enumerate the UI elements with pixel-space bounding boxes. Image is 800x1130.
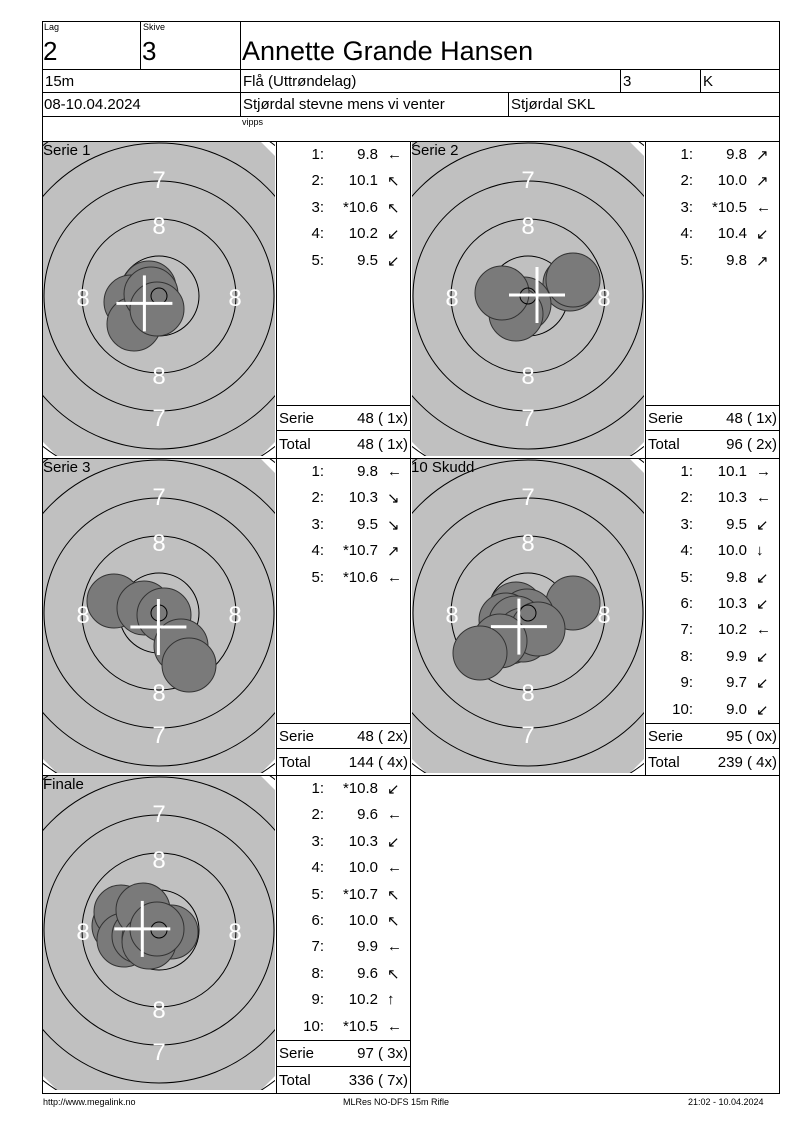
shot-score: 10.1 <box>717 463 747 480</box>
lag-value: 2 <box>43 36 58 66</box>
shot-number: 5: <box>680 568 693 586</box>
ring-number: 8 <box>597 285 611 312</box>
shot-direction-icon: → <box>756 463 771 480</box>
shot-direction-icon: ↙ <box>387 252 400 270</box>
shot-number: 8: <box>311 964 324 982</box>
shot-score: 9.5 <box>357 515 378 533</box>
shot-row <box>646 144 779 164</box>
shot-direction-icon: ← <box>756 198 771 216</box>
shot-hole <box>130 282 184 336</box>
shot-score: 9.9 <box>726 647 747 665</box>
shot-score: 9.8 <box>726 251 747 269</box>
shot-row <box>277 936 410 956</box>
shot-row <box>277 144 410 164</box>
shot-number: 1: <box>680 146 693 163</box>
ring-number: 8 <box>228 919 242 946</box>
shot-row <box>277 197 410 217</box>
shot-score: 10.3 <box>717 595 747 612</box>
shot-row <box>646 699 779 719</box>
serie-sum: Serie 97 ( 3x) <box>279 1045 408 1062</box>
ring-number: 8 <box>152 680 166 707</box>
shot-direction-icon: ↘ <box>387 490 400 508</box>
shot-direction-icon: ↙ <box>756 226 769 244</box>
shot-number: 2: <box>311 172 324 190</box>
shot-direction-icon: ↗ <box>756 147 769 164</box>
shot-direction-icon: ↖ <box>387 173 400 191</box>
serie-sum: Serie 48 ( 1x) <box>279 410 408 427</box>
shot-row <box>277 170 410 190</box>
shot-row <box>646 514 779 534</box>
shot-row <box>646 540 779 560</box>
shot-number: 5: <box>311 251 324 269</box>
shot-direction-icon: ← <box>387 806 402 824</box>
shot-score: *10.8 <box>342 780 378 797</box>
shot-direction-icon: ← <box>387 1017 402 1035</box>
ring-number: 7 <box>152 484 166 511</box>
shot-direction-icon: ↖ <box>387 965 400 983</box>
shot-direction-icon: ← <box>756 489 771 507</box>
ring-number: 8 <box>597 602 611 629</box>
ring-number: 8 <box>445 602 459 629</box>
shot-direction-icon: ↗ <box>387 543 400 561</box>
shot-row <box>277 567 410 587</box>
note: vipps <box>242 117 264 127</box>
ring-number: 8 <box>521 213 535 240</box>
shot-row <box>277 804 410 824</box>
serie-sum: Serie 95 ( 0x) <box>648 728 777 745</box>
shot-score: 9.5 <box>357 251 378 269</box>
ring-number: 8 <box>152 363 166 390</box>
shot-row <box>646 461 779 481</box>
ring-number: 7 <box>521 167 535 194</box>
shot-score: 10.0 <box>717 172 747 190</box>
shot-direction-icon: ↙ <box>756 701 769 719</box>
shot-score: 9.8 <box>726 146 747 163</box>
ring-number: 7 <box>152 801 166 828</box>
ring-number: 8 <box>76 919 90 946</box>
shot-direction-icon: ↙ <box>756 596 769 613</box>
shot-number: 3: <box>680 515 693 533</box>
class-letter: K <box>703 73 714 90</box>
shot-direction-icon: ↗ <box>756 173 769 191</box>
target-finale <box>43 776 275 1090</box>
shot-score: 9.6 <box>357 806 378 824</box>
shot-number: 8: <box>680 647 693 665</box>
ring-number: 8 <box>228 285 242 312</box>
panel-title: Serie 1 <box>43 142 91 159</box>
event-name: Stjørdal stevne mens vi venter <box>243 96 445 113</box>
shot-row <box>646 567 779 587</box>
shot-direction-icon: ↖ <box>387 886 400 904</box>
shot-number: 4: <box>311 542 324 560</box>
shot-row <box>277 461 410 481</box>
shot-number: 2: <box>680 172 693 190</box>
shot-row <box>646 672 779 692</box>
target-svg <box>43 776 275 1090</box>
ring-number: 8 <box>521 680 535 707</box>
shot-row <box>277 514 410 534</box>
ring-number: 8 <box>76 285 90 312</box>
shot-row <box>646 197 779 217</box>
ring-number: 8 <box>152 530 166 557</box>
ring-number: 8 <box>445 285 459 312</box>
total-sum: Total 239 ( 4x) <box>648 754 777 771</box>
shot-number: 4: <box>311 859 324 877</box>
total-sum: Total 96 ( 2x) <box>648 436 777 453</box>
shot-direction-icon: ↙ <box>756 569 769 587</box>
shot-row <box>646 593 779 613</box>
shot-score: 9.9 <box>357 938 378 956</box>
shot-row <box>646 170 779 190</box>
shot-score: 10.3 <box>717 489 747 507</box>
shot-direction-icon: ↙ <box>756 675 769 693</box>
shot-number: 10: <box>303 1017 324 1035</box>
shot-score: *10.6 <box>342 198 378 216</box>
shot-score: 9.8 <box>357 463 378 480</box>
shot-row <box>646 619 779 639</box>
ring-number: 8 <box>76 602 90 629</box>
ring-number: 8 <box>521 530 535 557</box>
target-serie-2 <box>412 142 644 456</box>
total-sum: Total 336 ( 7x) <box>279 1072 408 1089</box>
shot-number: 9: <box>680 674 693 692</box>
shot-number: 5: <box>311 885 324 903</box>
shot-number: 1: <box>311 463 324 480</box>
shot-score: 10.0 <box>348 859 378 877</box>
ring-number: 7 <box>521 484 535 511</box>
target-10-skudd <box>412 459 644 773</box>
shot-number: 3: <box>311 515 324 533</box>
shot-direction-icon: ← <box>387 146 402 163</box>
shot-direction-icon: ↙ <box>387 781 400 798</box>
shot-row <box>277 831 410 851</box>
shot-score: *10.5 <box>711 198 747 216</box>
shot-score: 10.1 <box>348 172 378 190</box>
shot-score: *10.7 <box>342 885 378 903</box>
organizer: Stjørdal SKL <box>511 96 596 113</box>
shot-score: 10.0 <box>348 912 378 929</box>
event-date: 08-10.04.2024 <box>44 96 141 113</box>
shot-number: 3: <box>311 198 324 216</box>
shot-row <box>277 487 410 507</box>
shot-direction-icon: ↖ <box>387 913 400 930</box>
shot-score: 10.2 <box>717 621 747 639</box>
shot-direction-icon: ← <box>756 621 771 639</box>
shot-number: 2: <box>311 806 324 824</box>
total-sum: Total 144 ( 4x) <box>279 754 408 771</box>
ring-number: 8 <box>521 363 535 390</box>
shot-direction-icon: ↙ <box>756 516 769 534</box>
ring-number: 8 <box>152 997 166 1024</box>
shot-row <box>277 223 410 243</box>
shot-hole <box>546 253 600 307</box>
ring-number: 7 <box>521 722 535 749</box>
panel-title: Serie 3 <box>43 459 91 476</box>
shot-row <box>277 778 410 798</box>
shot-direction-icon: ← <box>387 859 402 877</box>
ring-number: 7 <box>152 1039 166 1066</box>
serie-sum: Serie 48 ( 2x) <box>279 728 408 745</box>
ring-number: 7 <box>521 405 535 432</box>
shot-number: 3: <box>311 832 324 850</box>
shot-score: 10.3 <box>348 832 378 850</box>
shot-number: 6: <box>680 595 693 612</box>
distance: 15m <box>45 73 75 90</box>
target-svg <box>43 142 275 456</box>
skive-label: Skive <box>143 22 166 32</box>
shot-direction-icon: ↙ <box>387 833 400 851</box>
shot-direction-icon: ↙ <box>387 226 400 244</box>
shot-score: 9.0 <box>726 700 747 718</box>
shot-number: 7: <box>680 621 693 639</box>
serie-sum: Serie 48 ( 1x) <box>648 410 777 427</box>
footer-program: MLRes NO-DFS 15m Rifle <box>343 1097 450 1107</box>
shot-score: 10.2 <box>348 991 378 1009</box>
shot-number: 6: <box>311 912 324 929</box>
ring-number: 8 <box>228 602 242 629</box>
shot-score: 10.0 <box>717 542 747 560</box>
shot-number: 4: <box>680 225 693 243</box>
shooter-name: Annette Grande Hansen <box>242 36 534 66</box>
panel-title: Finale <box>43 776 84 793</box>
panel-title: 10 Skudd <box>411 459 475 476</box>
shot-direction-icon: ↖ <box>387 199 400 217</box>
shot-row <box>646 487 779 507</box>
shot-score: *10.7 <box>342 542 378 560</box>
shot-row <box>277 910 410 930</box>
total-sum: Total 48 ( 1x) <box>279 436 408 453</box>
ring-number: 8 <box>152 213 166 240</box>
shot-number: 5: <box>311 568 324 586</box>
shot-row <box>277 989 410 1009</box>
ring-number: 7 <box>152 167 166 194</box>
shot-score: 9.7 <box>726 674 747 692</box>
shot-direction-icon: ← <box>387 938 402 956</box>
shot-number: 3: <box>680 198 693 216</box>
shot-row <box>277 857 410 877</box>
shot-row <box>277 963 410 983</box>
shot-row <box>277 540 410 560</box>
target-serie-3 <box>43 459 275 773</box>
target-serie-1 <box>43 142 275 456</box>
shot-number: 2: <box>680 489 693 507</box>
ring-number: 7 <box>152 405 166 432</box>
shot-direction-icon: ↙ <box>756 648 769 666</box>
shot-direction-icon: ↑ <box>387 991 395 1009</box>
ring-number: 8 <box>152 847 166 874</box>
lag-label: Lag <box>44 22 60 32</box>
shot-direction-icon: ↘ <box>387 516 400 534</box>
shot-number: 4: <box>680 542 693 560</box>
shot-score: 9.8 <box>726 568 747 586</box>
club-name: Flå (Uttrøndelag) <box>243 73 357 90</box>
shot-score: 9.6 <box>357 964 378 982</box>
shot-number: 1: <box>311 146 324 163</box>
shot-number: 5: <box>680 251 693 269</box>
shot-number: 7: <box>311 938 324 956</box>
class-number: 3 <box>623 73 632 90</box>
shot-number: 1: <box>311 780 324 797</box>
shot-score: 10.3 <box>348 489 378 507</box>
shot-score: 10.4 <box>717 225 747 243</box>
shot-number: 4: <box>311 225 324 243</box>
shot-row <box>277 884 410 904</box>
target-svg <box>43 459 275 773</box>
shot-row <box>646 223 779 243</box>
shot-direction-icon: ↗ <box>756 252 769 270</box>
shot-row <box>277 1016 410 1036</box>
shot-hole <box>162 638 216 692</box>
shot-hole <box>453 626 507 680</box>
shot-score: 10.2 <box>348 225 378 243</box>
shot-number: 1: <box>680 463 693 480</box>
shot-score: *10.6 <box>342 568 378 586</box>
shot-row <box>646 646 779 666</box>
shot-direction-icon: ← <box>387 568 402 586</box>
shot-number: 2: <box>311 489 324 507</box>
shot-score: 9.8 <box>357 146 378 163</box>
skive-value: 3 <box>142 36 157 66</box>
shot-row <box>646 250 779 270</box>
shot-score: 9.5 <box>726 515 747 533</box>
shot-number: 10: <box>672 700 693 718</box>
ring-number: 7 <box>152 722 166 749</box>
shot-number: 9: <box>311 991 324 1009</box>
shot-direction-icon: ← <box>387 463 402 480</box>
target-svg <box>412 459 644 773</box>
footer-url[interactable]: http://www.megalink.no <box>43 1097 136 1107</box>
shot-row <box>277 250 410 270</box>
shot-direction-icon: ↓ <box>756 542 764 560</box>
footer-timestamp: 21:02 - 10.04.2024 <box>688 1097 764 1107</box>
target-svg <box>412 142 644 456</box>
panel-title: Serie 2 <box>411 142 459 159</box>
shot-score: *10.5 <box>342 1017 378 1035</box>
